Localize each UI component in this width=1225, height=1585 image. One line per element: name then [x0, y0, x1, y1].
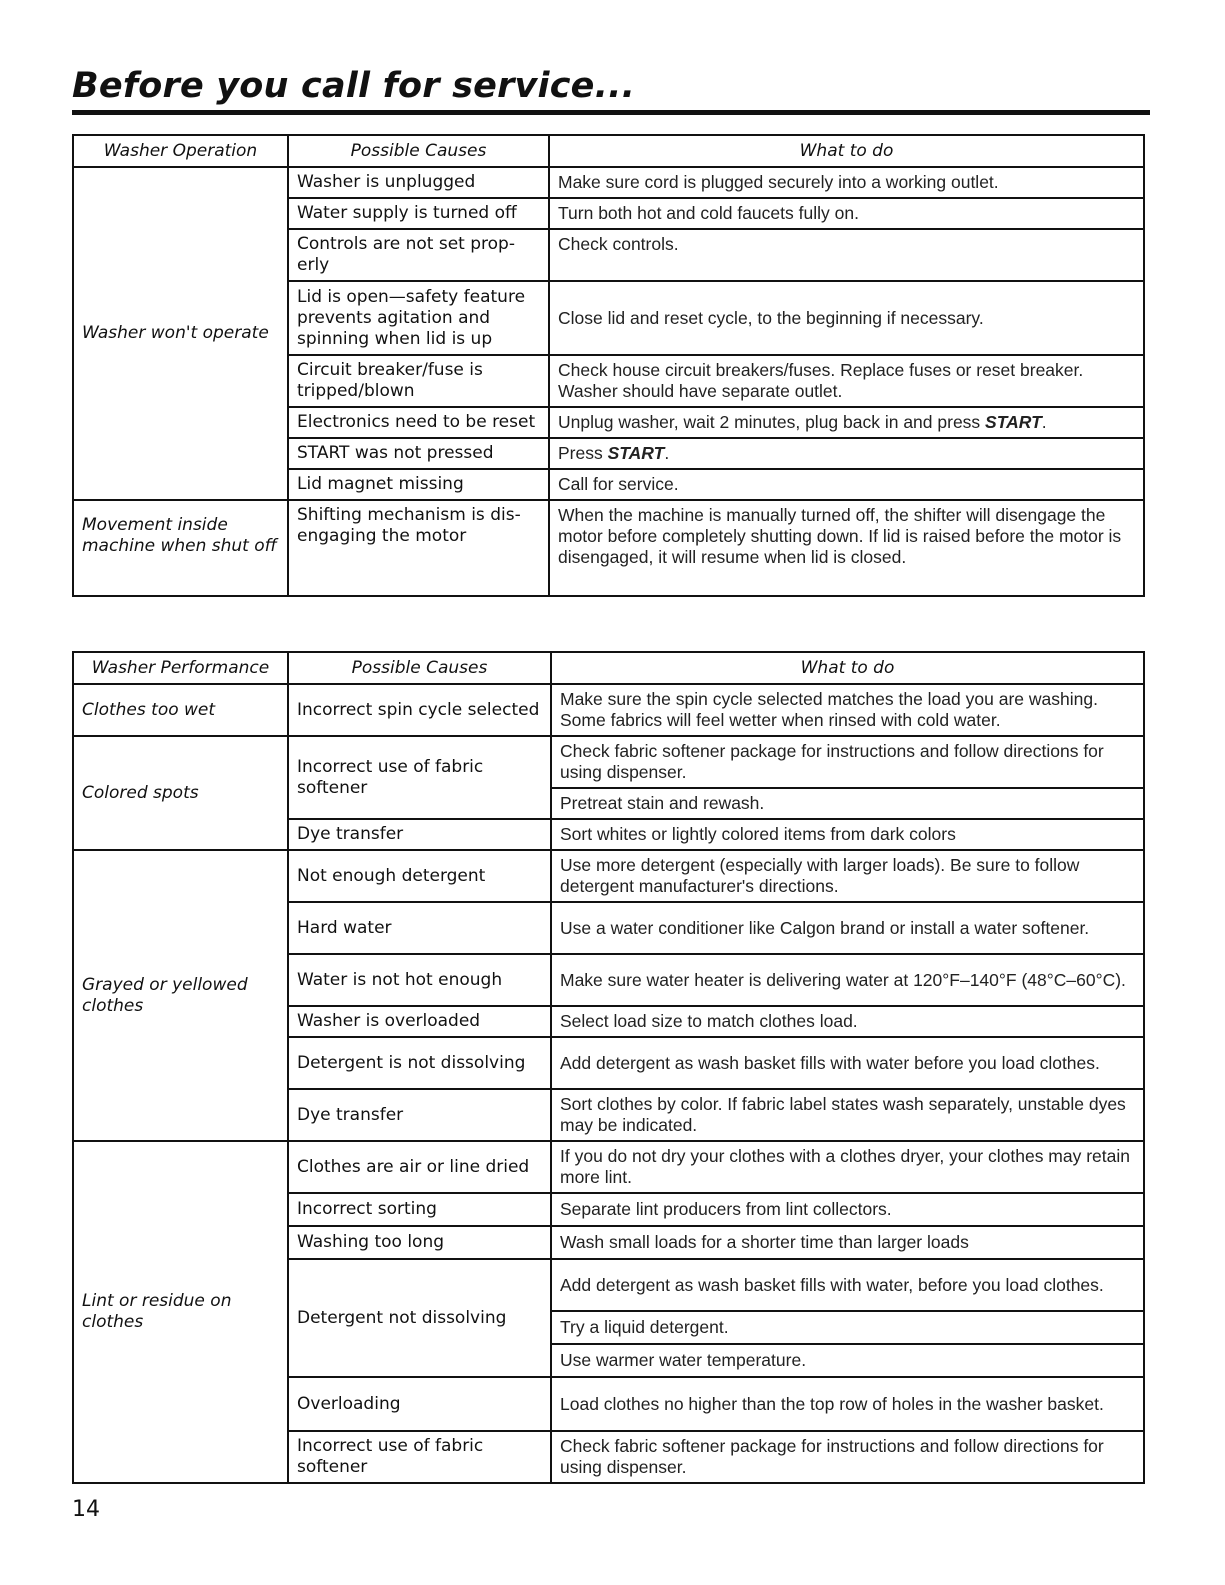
- problem-cell: Colored spots: [73, 736, 288, 850]
- cause-cell: Hard water: [288, 902, 551, 954]
- table-row: [73, 684, 1144, 736]
- todo-cell: Call for service.: [549, 469, 1144, 500]
- todo-text: .: [1041, 412, 1047, 432]
- table-row: [73, 850, 1144, 902]
- cause-cell: Incorrect use of fabric softener: [288, 1431, 551, 1483]
- problem-cell: Clothes too wet: [73, 684, 288, 736]
- cause-cell: Shifting mechanism is dis-engaging the motor: [288, 500, 549, 596]
- todo-cell: Make sure the spin cycle selected matches the load you are washing. Some fabrics will feel wetter when rinsed with cold water.: [551, 684, 1144, 736]
- cause-cell: Dye transfer: [288, 1089, 551, 1141]
- page-title: Before you call for service...: [72, 66, 636, 106]
- problem-cell: Grayed or yellowed clothes: [73, 850, 288, 1141]
- cause-cell: Not enough detergent: [288, 850, 551, 902]
- cause-cell: Incorrect sorting: [288, 1193, 551, 1226]
- cause-cell: Clothes are air or line dried: [288, 1141, 551, 1193]
- todo-cell: Check fabric softener package for instructions and follow directions for using dispenser.: [551, 736, 1144, 788]
- todo-cell: Check house circuit breakers/fuses. Replace fuses or reset breaker. Washer should have separate outlet.: [549, 355, 1144, 407]
- cause-cell: Water is not hot enough: [288, 954, 551, 1006]
- todo-cell: Add detergent as wash basket fills with water, before you load clothes.: [551, 1259, 1144, 1311]
- todo-text: .: [664, 443, 670, 463]
- todo-cell: When the machine is manually turned off, the shifter will disengage the motor before completely shutting down. If lid is raised before the motor is disengaged, it will resume when lid is closed.: [549, 500, 1144, 596]
- todo-cell: Turn both hot and cold faucets fully on.: [549, 198, 1144, 229]
- problem-cell: Washer won't operate: [73, 167, 288, 500]
- cause-cell: START was not pressed: [288, 438, 549, 469]
- cause-cell: Incorrect spin cycle selected: [288, 684, 551, 736]
- cause-cell: Detergent not dissolving: [288, 1259, 551, 1377]
- table-header-row: [73, 652, 1144, 684]
- cause-cell: Detergent is not dissolving: [288, 1037, 551, 1089]
- todo-cell: Wash small loads for a shorter time than larger loads: [551, 1226, 1144, 1259]
- cause-cell: Overloading: [288, 1377, 551, 1431]
- cause-cell: Lid is open—safety feature prevents agitation and spinning when lid is up: [288, 281, 549, 355]
- todo-cell: Close lid and reset cycle, to the beginning if necessary.: [549, 281, 1144, 355]
- todo-cell: [549, 407, 1144, 438]
- todo-cell: Try a liquid detergent.: [551, 1311, 1144, 1344]
- todo-cell: Check controls.: [549, 229, 1144, 281]
- todo-cell: Load clothes no higher than the top row of holes in the washer basket.: [551, 1377, 1144, 1431]
- column-header: What to do: [551, 652, 1144, 684]
- column-header: Possible Causes: [288, 652, 551, 684]
- column-header: Washer Performance: [73, 652, 288, 684]
- problem-cell: Movement inside machine when shut off: [73, 500, 288, 596]
- cause-cell: Circuit breaker/fuse is tripped/blown: [288, 355, 549, 407]
- todo-cell: Sort clothes by color. If fabric label states wash separately, unstable dyes may be indicated.: [551, 1089, 1144, 1141]
- cause-cell: Dye transfer: [288, 819, 551, 850]
- table-row: [73, 1141, 1144, 1193]
- cause-cell: Electronics need to be reset: [288, 407, 549, 438]
- table-header-row: [73, 135, 1144, 167]
- title-rule: [72, 110, 1150, 115]
- start-key-label: START: [607, 443, 665, 463]
- todo-cell: Separate lint producers from lint collectors.: [551, 1193, 1144, 1226]
- todo-text: Press: [558, 443, 608, 463]
- column-header: Possible Causes: [288, 135, 549, 167]
- todo-text: Unplug washer, wait 2 minutes, plug back in and press: [558, 412, 986, 432]
- problem-cell: Lint or residue on clothes: [73, 1141, 288, 1483]
- todo-cell: Use a water conditioner like Calgon brand or install a water softener.: [551, 902, 1144, 954]
- washer-operation-table: [72, 134, 1145, 597]
- todo-cell: Use more detergent (especially with larger loads). Be sure to follow detergent manufacturer's directions.: [551, 850, 1144, 902]
- todo-cell: Pretreat stain and rewash.: [551, 788, 1144, 819]
- todo-cell: Check fabric softener package for instructions and follow directions for using dispenser.: [551, 1431, 1144, 1483]
- todo-cell: Make sure cord is plugged securely into a working outlet.: [549, 167, 1144, 198]
- table-row: [73, 167, 1144, 198]
- todo-cell: Add detergent as wash basket fills with water before you load clothes.: [551, 1037, 1144, 1089]
- start-key-label: START: [985, 412, 1042, 432]
- table-row: [73, 500, 1144, 596]
- washer-performance-table: [72, 651, 1145, 1484]
- todo-cell: Make sure water heater is delivering water at 120°F–140°F (48°C–60°C).: [551, 954, 1144, 1006]
- cause-cell: Water supply is turned off: [288, 198, 549, 229]
- column-header: Washer Operation: [73, 135, 288, 167]
- todo-cell: Select load size to match clothes load.: [551, 1006, 1144, 1037]
- cause-cell: Washer is overloaded: [288, 1006, 551, 1037]
- cause-cell: Incorrect use of fabric softener: [288, 736, 551, 819]
- cause-cell: Washer is unplugged: [288, 167, 549, 198]
- todo-cell: If you do not dry your clothes with a clothes dryer, your clothes may retain more lint.: [551, 1141, 1144, 1193]
- cause-cell: Controls are not set prop-erly: [288, 229, 549, 281]
- todo-cell: Use warmer water temperature.: [551, 1344, 1144, 1377]
- table-row: [73, 736, 1144, 788]
- todo-cell: [549, 438, 1144, 469]
- cause-cell: Washing too long: [288, 1226, 551, 1259]
- cause-cell: Lid magnet missing: [288, 469, 549, 500]
- todo-cell: Sort whites or lightly colored items from dark colors: [551, 819, 1144, 850]
- page-number: 14: [72, 1497, 100, 1522]
- column-header: What to do: [549, 135, 1144, 167]
